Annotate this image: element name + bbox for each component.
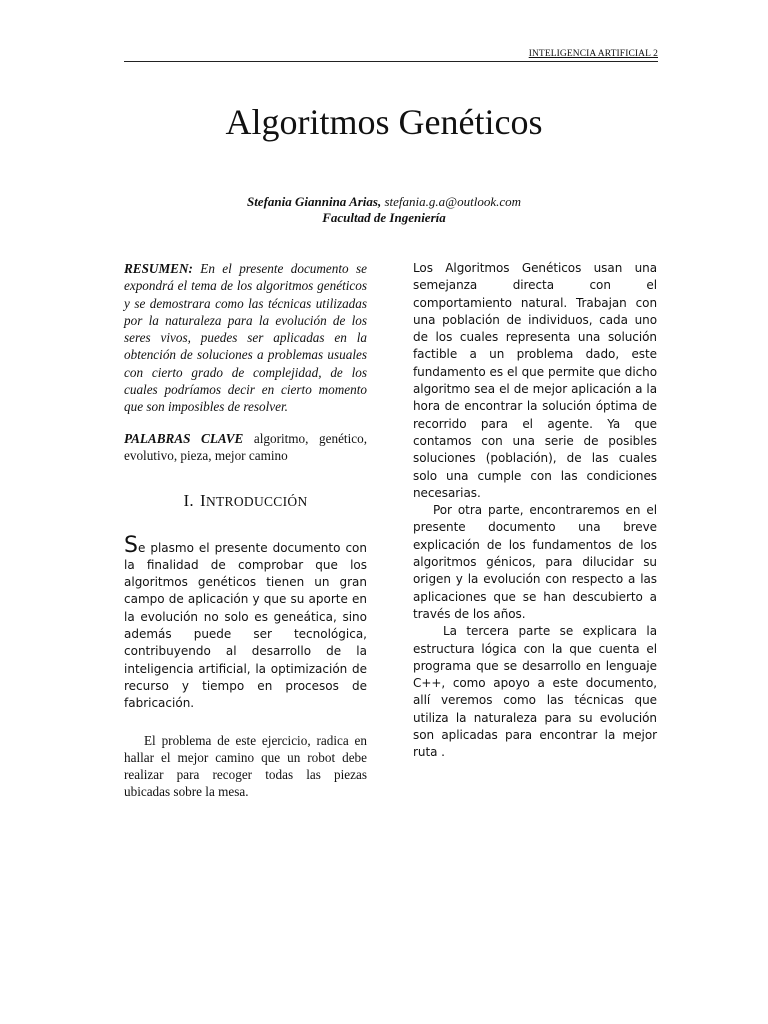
left-column	[124, 260, 367, 801]
right-paragraph-1: Los Algoritmos Genéticos usan una semejanza directa con el comportamiento natural. Trabajan con una población de individuos, cada uno de los cuales representa una solución factible a un problema dado, este fundamento es el que permite que dicho algoritmo sea el de mejor aplicación a la hora de encontrar la solución óptima de recorrido para el agente. Ya que contamos con una serie de posibles soluciones (población), de las cuales solo una cumple con las condiciones necesarias.	[413, 261, 657, 500]
drop-cap: S	[124, 532, 138, 558]
author-email: stefania.g.a@outlook.com	[384, 194, 522, 209]
keywords-text: algoritmo, genético, evolutivo, pieza, mejor camino	[124, 430, 367, 463]
keywords-label: PALABRAS CLAVE	[124, 430, 244, 446]
section-heading-introduction	[124, 492, 367, 510]
right-paragraph-2: Por otra parte, encontraremos en el presente documento una breve explicación de los fundamentos de los algoritmos génicos, para dilucidar su origen y la evolución con respecto a las aplicaciones que se han descubierto a través de los años.	[413, 503, 657, 621]
author-line	[0, 193, 768, 210]
author-affiliation: Facultad de Ingeniería	[322, 210, 446, 225]
intro-paragraph-1-text: e plasmo el presente documento con la finalidad de comprobar que los algoritmos genéticos tienen un gran campo de aplicación y que su aporte en la evolución no solo es geneática, sino además puede ser tecnológica, contribuyendo al desarrollo de la inteligencia artificial, la optimización de recurso y tiempo en procesos de fabricación.	[124, 540, 367, 711]
abstract-label: RESUMEN:	[124, 261, 193, 276]
section-title-rest: NTRODUCCIÓN	[205, 494, 308, 510]
keywords	[124, 430, 367, 465]
intro-paragraph-2: El problema de este ejercicio, radica en hallar el mejor camino que un robot debe realizar para recoger todas las piezas ubicadas sobre la mesa.	[124, 732, 367, 800]
abstract-text: En el presente documento se expondrá el tema de los algoritmos genéticos y se demostrara como las técnicas utilizadas por la naturaleza para la evolución de los seres vivos, puedes ser aplicadas en la obtención de soluciones a problemas usuales con cierto grado de complejidad, de los cuales podríamos decir en cierto momento que son imposibles de resolver.	[124, 261, 367, 415]
running-head: INTELIGENCIA ARTIFICIAL 2	[528, 49, 658, 59]
abstract	[124, 260, 367, 416]
paper-title: Algoritmos Genéticos	[225, 102, 543, 142]
right-column	[413, 260, 657, 762]
header-rule	[124, 61, 658, 62]
intro-paragraph-1	[124, 532, 367, 713]
right-paragraph-3: La tercera parte se explicara la estructura lógica con la que cuenta el programa que se desarrollo en lenguaje C++, como apoyo a este documento, allí veremos como las técnicas que utiliza la naturaleza para su evolución son aplicadas para encontrar la mejor ruta .	[413, 624, 657, 760]
author-name: Stefania Giannina Arias,	[246, 194, 382, 209]
section-title-initial: I	[199, 491, 206, 511]
section-number: I.	[183, 491, 194, 511]
